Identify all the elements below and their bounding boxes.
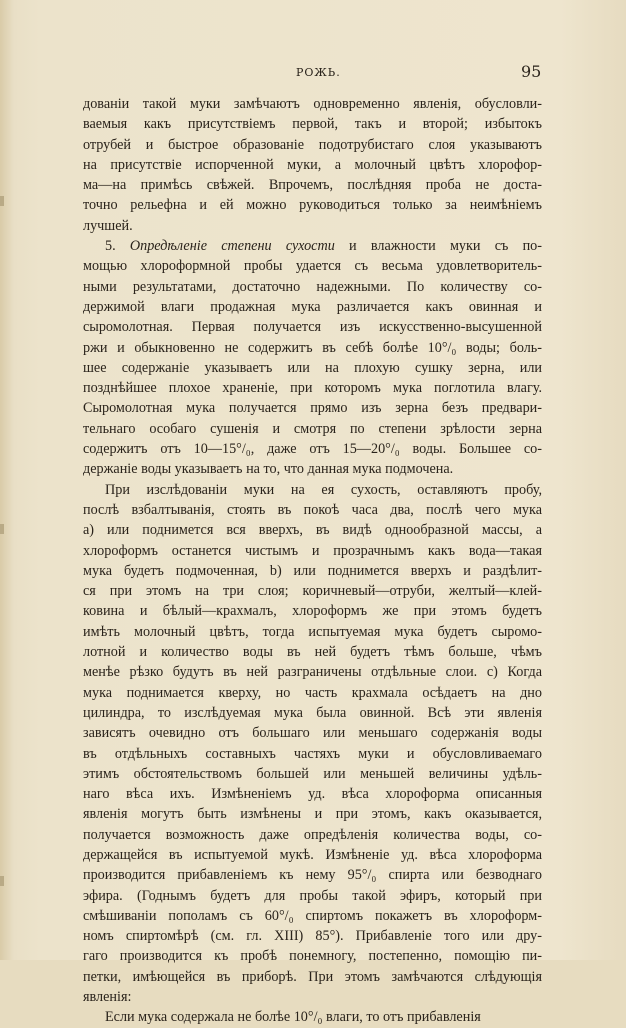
section-heading: Опредѣленіе степени сухости	[129, 238, 335, 255]
section-number: 5.	[105, 238, 130, 255]
text-line: хлороформъ останется чистымъ и прозрачнымъ какъ вода—такая	[83, 542, 542, 559]
body-text	[83, 94, 542, 1028]
text-line: ными результатами, достаточно надежными. По количеству со-	[83, 278, 542, 295]
text-line: менѣе рѣзко будутъ въ ней разграничены отдѣльные слои. с) Когда	[83, 664, 542, 681]
text-line: лучшей.	[83, 217, 133, 234]
text-line: держимой влаги продажная мука различается какъ овинная и	[83, 298, 542, 315]
text-line: цилиндра, то изслѣдуемая мука была овинной. Всѣ эти явленія	[83, 704, 542, 721]
paragraph	[83, 480, 542, 1008]
text-line: производится прибавленіемъ къ нему 95°/₀ спирта или безводнаго	[83, 867, 542, 884]
text-line: смѣшиваніи пополамъ съ 60°/₀ спиртомъ покажетъ въ хлороформ-	[83, 907, 542, 924]
text-line: сыромолотная. Первая получается изъ искусственно-высушенной	[83, 319, 542, 336]
binding-mark	[0, 524, 4, 534]
text-line: этимъ обстоятельствомъ большей или меньшей величины удѣль-	[83, 765, 542, 782]
text-line: шее содержаніе указываетъ или на плохую сушку зерна, или	[83, 359, 542, 376]
text-line: Сыромолотная мука получается прямо изъ зерна безъ предвари-	[83, 400, 542, 417]
text-line: При изслѣдованіи муки на ея сухость, оставляютъ пробу,	[105, 481, 542, 498]
text-line	[83, 236, 542, 256]
text-line: ся при этомъ на три слоя; коричневый—отруби, желтый—клей-	[83, 583, 542, 600]
text-line: послѣ взбалтыванія, стоять въ покоѣ часа два, послѣ чего мука	[83, 501, 542, 518]
paragraph	[83, 236, 542, 480]
text-line: лотной и количество воды въ ней будетъ тѣмъ больше, чѣмъ	[83, 644, 542, 661]
text-line: а) или поднимется вся вверхъ, въ видѣ однообразной массы, а	[83, 522, 542, 539]
text-line: отрубей и быстрое образованіе подотрубистаго слоя указываютъ	[83, 136, 542, 153]
text-line: держаніе воды указываетъ на то, что данная мука подмочена.	[83, 461, 454, 478]
text-line: номъ спиртомѣрѣ (см. гл. XIII) 85°). Прибавленіе того или дру-	[83, 928, 542, 945]
text-line: зависятъ очевидно отъ большаго или меньшаго содержанія воды	[83, 725, 542, 742]
binding-mark	[0, 196, 4, 206]
text-line: эфира. (Годнымъ будетъ для пробы такой эфиръ, который при	[83, 887, 542, 904]
text-line: держащейся въ испытуемой мукѣ. Измѣненіе уд. вѣса хлороформа	[83, 846, 542, 863]
binding-mark	[0, 876, 4, 886]
text-line: мука поднимается кверху, но часть крахмала осѣдаетъ на дно	[83, 684, 542, 701]
paragraph	[83, 94, 542, 236]
running-head: РОЖЬ.	[296, 66, 341, 79]
text-line: явленія:	[83, 989, 132, 1006]
text-line: петки, имѣющейся въ приборѣ. При этомъ замѣчаются слѣдующія	[83, 968, 542, 985]
text-line: ма—на примѣсь свѣжей. Впрочемъ, послѣдняя проба не доста-	[83, 177, 542, 194]
text-line: дованіи такой муки замѣчаютъ одновременно явленія, обусловли-	[83, 96, 542, 112]
text-line: гаго производится къ пробѣ понемногу, постепенно, помощію пи-	[83, 948, 542, 965]
paragraph	[83, 1007, 542, 1027]
text-line: позднѣйшее плохое храненіе, при которомъ мука поглотила влагу.	[83, 380, 542, 397]
text-line: мука будетъ подмоченная, b) или поднимется вверхъ и раздѣлит-	[83, 562, 542, 579]
text-line: въ отдѣльныхъ составныхъ частяхъ муки и обусловливаемаго	[83, 745, 542, 762]
text-line: ковина и бѣлый—крахмалъ, хлороформъ же при этомъ будетъ	[83, 603, 542, 620]
text-line: Если мука содержала не болѣе 10°/₀ влаги, то отъ прибавленія	[105, 1009, 481, 1026]
text-line: точно рельефна и ей можно руководиться только за неимѣніемъ	[83, 197, 542, 214]
page-number: 95	[521, 62, 542, 81]
page-header	[0, 62, 626, 84]
text-line: имѣть молочный цвѣтъ, тогда испытуемая мука будетъ сыромо-	[83, 623, 542, 640]
text-line: на присутствіе испорченной муки, а молочный цвѣтъ хлорофор-	[83, 156, 542, 173]
text-line: тельнаго особаго сушенія и смотря по степени зрѣлости зерна	[83, 420, 542, 437]
text-line: ваемыя какъ присутствіемъ первой, такъ и второй; избытокъ	[83, 116, 542, 133]
text-line: мощью хлороформной пробы удается съ весьма удовлетворитель-	[83, 258, 542, 275]
text-line: наго вѣса ихъ. Измѣненіемъ уд. вѣса хлороформа описанныя	[83, 786, 542, 803]
text-line: явленія могутъ быть измѣнены и при этомъ, какъ оказывается,	[83, 806, 542, 823]
text-line: ржи и обыкновенно не содержитъ въ себѣ болѣе 10°/₀ воды; боль-	[83, 339, 542, 356]
text-line: получается возможность даже опредѣленія количества воды, со-	[83, 826, 542, 843]
text-run: и влажности муки съ по-	[334, 238, 542, 255]
text-line: содержитъ отъ 10—15°/₀, даже отъ 15—20°/₀ воды. Большее со-	[83, 441, 542, 458]
